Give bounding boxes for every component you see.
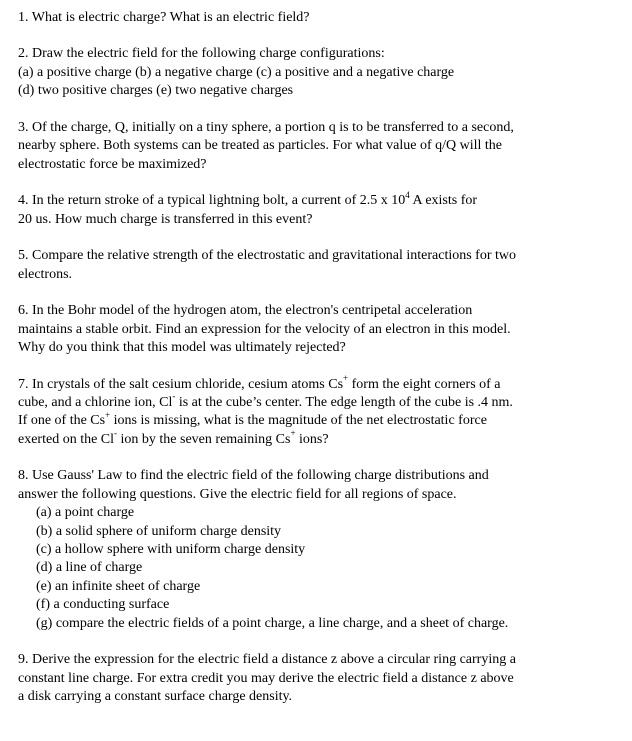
text-run: 4. In the return stroke of a typical lightning bolt, a current of 2.5 x 10 — [18, 193, 406, 209]
question-line: (d) two positive charges (e) two negative charges — [18, 83, 294, 99]
text-run: exerted on the Cl — [18, 431, 115, 447]
question-line: (a) a positive charge (b) a negative charge (c) a positive and a negative charge — [18, 64, 455, 80]
question-8 — [18, 467, 616, 633]
text-run: is at the cube’s center. The edge length of the cube is .4 nm. — [175, 395, 513, 411]
ion-charge: + — [105, 409, 111, 420]
exponent: 4 — [405, 189, 410, 200]
ion-charge: - — [114, 428, 118, 439]
question-line: a disk carrying a constant surface charge density. — [18, 689, 293, 705]
sub-item-g: (g) compare the electric fields of a point charge, a line charge, and a sheet of charge. — [36, 615, 509, 631]
sub-item-d: (d) a line of charge — [36, 560, 143, 576]
text-run: If one of the Cs — [18, 413, 106, 429]
ion-charge: - — [172, 391, 176, 402]
text-run: ion by the seven remaining Cs — [117, 431, 291, 447]
sub-item-c: (c) a hollow sphere with uniform charge density — [36, 542, 306, 558]
text-run: form the eight corners of a — [348, 376, 501, 392]
question-line: 5. Compare the relative strength of the electrostatic and gravitational interactions for two — [18, 248, 516, 264]
question-line: Why do you think that this model was ultimately rejected? — [18, 340, 346, 356]
question-line: constant line charge. For extra credit you may derive the electric field a distance z above — [18, 670, 514, 686]
question-line: nearby sphere. Both systems can be treated as particles. For what value of q/Q will the — [18, 138, 503, 154]
question-4 — [18, 189, 616, 229]
question-6 — [18, 302, 616, 357]
question-2 — [18, 45, 616, 100]
question-line: 1. What is electric charge? What is an electric field? — [18, 10, 310, 25]
question-7 — [18, 372, 616, 450]
sub-item-b: (b) a solid sphere of uniform charge density — [36, 523, 282, 539]
question-line: electrostatic force be maximized? — [18, 156, 207, 172]
question-line: 20 us. How much charge is transferred in this event? — [18, 211, 313, 227]
problem-set-document — [18, 9, 616, 725]
text-run: ions? — [295, 431, 329, 447]
sub-item-a: (a) a point charge — [36, 505, 135, 521]
ion-charge: + — [343, 372, 349, 383]
ion-charge: + — [290, 428, 296, 439]
text-run: cube, and a chlorine ion, Cl — [18, 395, 173, 411]
question-line: answer the following questions. Give the electric field for all regions of space. — [18, 486, 457, 502]
question-line: 6. In the Bohr model of the hydrogen atom, the electron's centripetal acceleration — [18, 303, 473, 319]
question-line — [18, 189, 616, 210]
question-line — [18, 409, 616, 430]
question-3 — [18, 119, 616, 174]
question-line: 8. Use Gauss' Law to find the electric field of the following charge distributions and — [18, 468, 489, 484]
question-1 — [18, 9, 616, 27]
question-line: 3. Of the charge, Q, initially on a tiny sphere, a portion q is to be transferred to a second, — [18, 119, 514, 135]
question-line: 9. Derive the expression for the electric field a distance z above a circular ring carrying a — [18, 652, 516, 668]
question-line: 2. Draw the electric field for the following charge configurations: — [18, 46, 385, 62]
sub-item-e: (e) an infinite sheet of charge — [36, 578, 201, 594]
question-line: maintains a stable orbit. Find an expression for the velocity of an electron in this model. — [18, 321, 511, 337]
question-5 — [18, 247, 616, 284]
text-run: A exists for — [409, 193, 478, 209]
question-line: electrons. — [18, 266, 73, 282]
text-run: 7. In crystals of the salt cesium chloride, cesium atoms Cs — [18, 376, 344, 392]
text-run: ions is missing, what is the magnitude of the net electrostatic force — [110, 413, 487, 429]
question-line — [18, 428, 616, 449]
sub-item-f: (f) a conducting surface — [36, 597, 170, 613]
question-line — [18, 372, 616, 394]
question-9 — [18, 651, 616, 706]
